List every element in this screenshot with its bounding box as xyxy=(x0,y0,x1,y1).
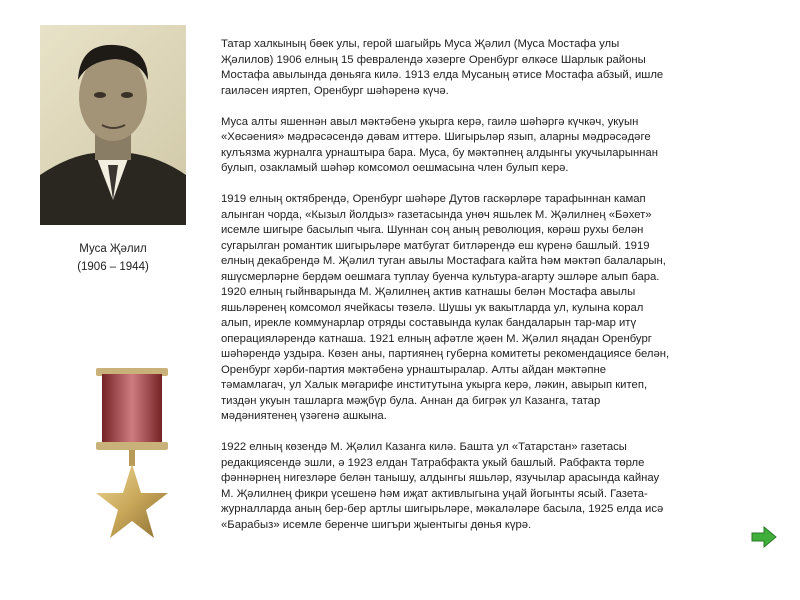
text-line: 1920 елның гыйнварында М. Җәлилнең актив катнашы белән Мостафа авылы xyxy=(221,286,636,298)
paragraph-4 xyxy=(221,440,786,533)
text-line: гаиләсен ияртеп, Оренбург шәһәренә күчә. xyxy=(221,84,449,97)
text-line: «Хөсәения» мәдрәсәсендә дәвам иттерә. Шигырьләр язып, аларны мәдрәсәдәге xyxy=(221,131,651,143)
text-line: Муса алты яшеннән авыл мәктәбенә укырга керә, гаилә шәһәргә күчкәч, укуын xyxy=(221,115,639,128)
portrait-photo xyxy=(40,25,186,225)
text-line: алынган чорда, «Кызыл йолдыз» газетасында унөч яшьлек М. Җәлилнең «Бәхет» xyxy=(221,208,652,221)
text-line: тәмамлагач, ул Халык мәгарифе институтына укырга керә, ләкин, авырып китеп, xyxy=(221,379,648,391)
next-slide-button[interactable] xyxy=(750,526,778,548)
gold-star-medal-image xyxy=(96,368,168,558)
text-line: елның декабрендә М. Җәлил туган авылы Мостафага кайта һәм мәктәп балаларын, xyxy=(221,255,666,267)
text-line: сугарылган романтик шигырьләре матбугат битләрендә еш күренә башлый. 1919 xyxy=(221,239,650,252)
text-line: булып, озакламый шәһәр комсомол оешмасына член булып керә. xyxy=(221,162,569,174)
text-line: тиздән укуын ташларга мәҗбүр була. Аннан да бигрәк ул Казанга, татар xyxy=(221,394,601,407)
text-line: мәдәниятенең үзәгенә ашкына. xyxy=(221,410,387,422)
text-line: «Барабыз» исемле беренче шигъри җыентыгы дөнья күрә. xyxy=(221,518,532,531)
paragraph-1 xyxy=(221,37,786,99)
paragraph-2 xyxy=(221,115,786,177)
text-line: 1922 елның көзендә М. Җәлил Казанга килә. Башта ул «Татарстан» газетасы xyxy=(221,441,627,453)
text-line: М. Җәлилнең фикри үсешенә һәм иҗат активлыгына уңай йогынты ясый. Газета- xyxy=(221,487,648,500)
text-line: алып, ирекле коммунарлар отряды составында кулак бандаларын тар-мар итү xyxy=(221,317,637,329)
text-line: исемле шигыре басылып чыга. Шуннан соң аның революция, көрәш рухы белән xyxy=(221,224,644,236)
text-line: операцияләрендә катнаша. 1921 елның афәтле җәен М. Җәлил яңадан Оренбург xyxy=(221,332,652,345)
text-line: 1919 елның октябрендә, Оренбург шәһәре Дутов гаскәрләре тарафыннан камап xyxy=(221,193,646,205)
text-line: Җәлилов) 1906 елның 15 февралендә хәзерге Оренбург өлкәсе Шарлык районы xyxy=(221,53,646,66)
caption-years: (1906 – 1944) xyxy=(77,261,149,273)
text-line: Оренбург хәрби-партия мәктәбенә урнаштыралар. Алты айдан мәктәпне xyxy=(221,363,606,376)
biography-text xyxy=(221,37,786,549)
text-line: кулъязма журналга урнаштыра бара. Муса, бу мәктәпнең алдынгы укучыларыннан xyxy=(221,146,658,159)
portrait-caption xyxy=(40,240,186,276)
arrow-right-icon xyxy=(750,526,778,548)
paragraph-3 xyxy=(221,192,786,425)
text-line: Татар халкының бөек улы, герой шагыйрь Муса Җәлил (Муса Мостафа улы xyxy=(221,38,620,50)
text-line: редакциясендә эшли, ә 1923 елдан Татрабфакта укый башлый. Рабфакта төрле xyxy=(221,456,645,469)
text-line: фәннәрнең нигезләре белән танышу, алдынгы яшьләр, язучылар арасында кайнау xyxy=(221,472,660,484)
text-line: яшьләренең комсомол ячейкасы төзелә. Шушы ук вакытларда ул, кулына корал xyxy=(221,301,644,314)
text-line: Мостафа авылында дөньяга килә. 1913 елда Мусаның әтисе Мостафа абзый, ишле xyxy=(221,69,664,81)
text-line: шәһәрендә уздыра. Көзен аны, партиянең губерна комитеты рекомендациясе белән, xyxy=(221,348,670,360)
text-line: яшүсмерләрне бердәм оешмага туплау буенча культура-агарту эшләре алып бара. xyxy=(221,270,660,283)
text-line: журналларда аның бер-бер артлы шигырьләре, мәкаләләре басыла, 1925 елда исә xyxy=(221,503,664,515)
caption-name: Муса Җәлил xyxy=(79,243,147,255)
